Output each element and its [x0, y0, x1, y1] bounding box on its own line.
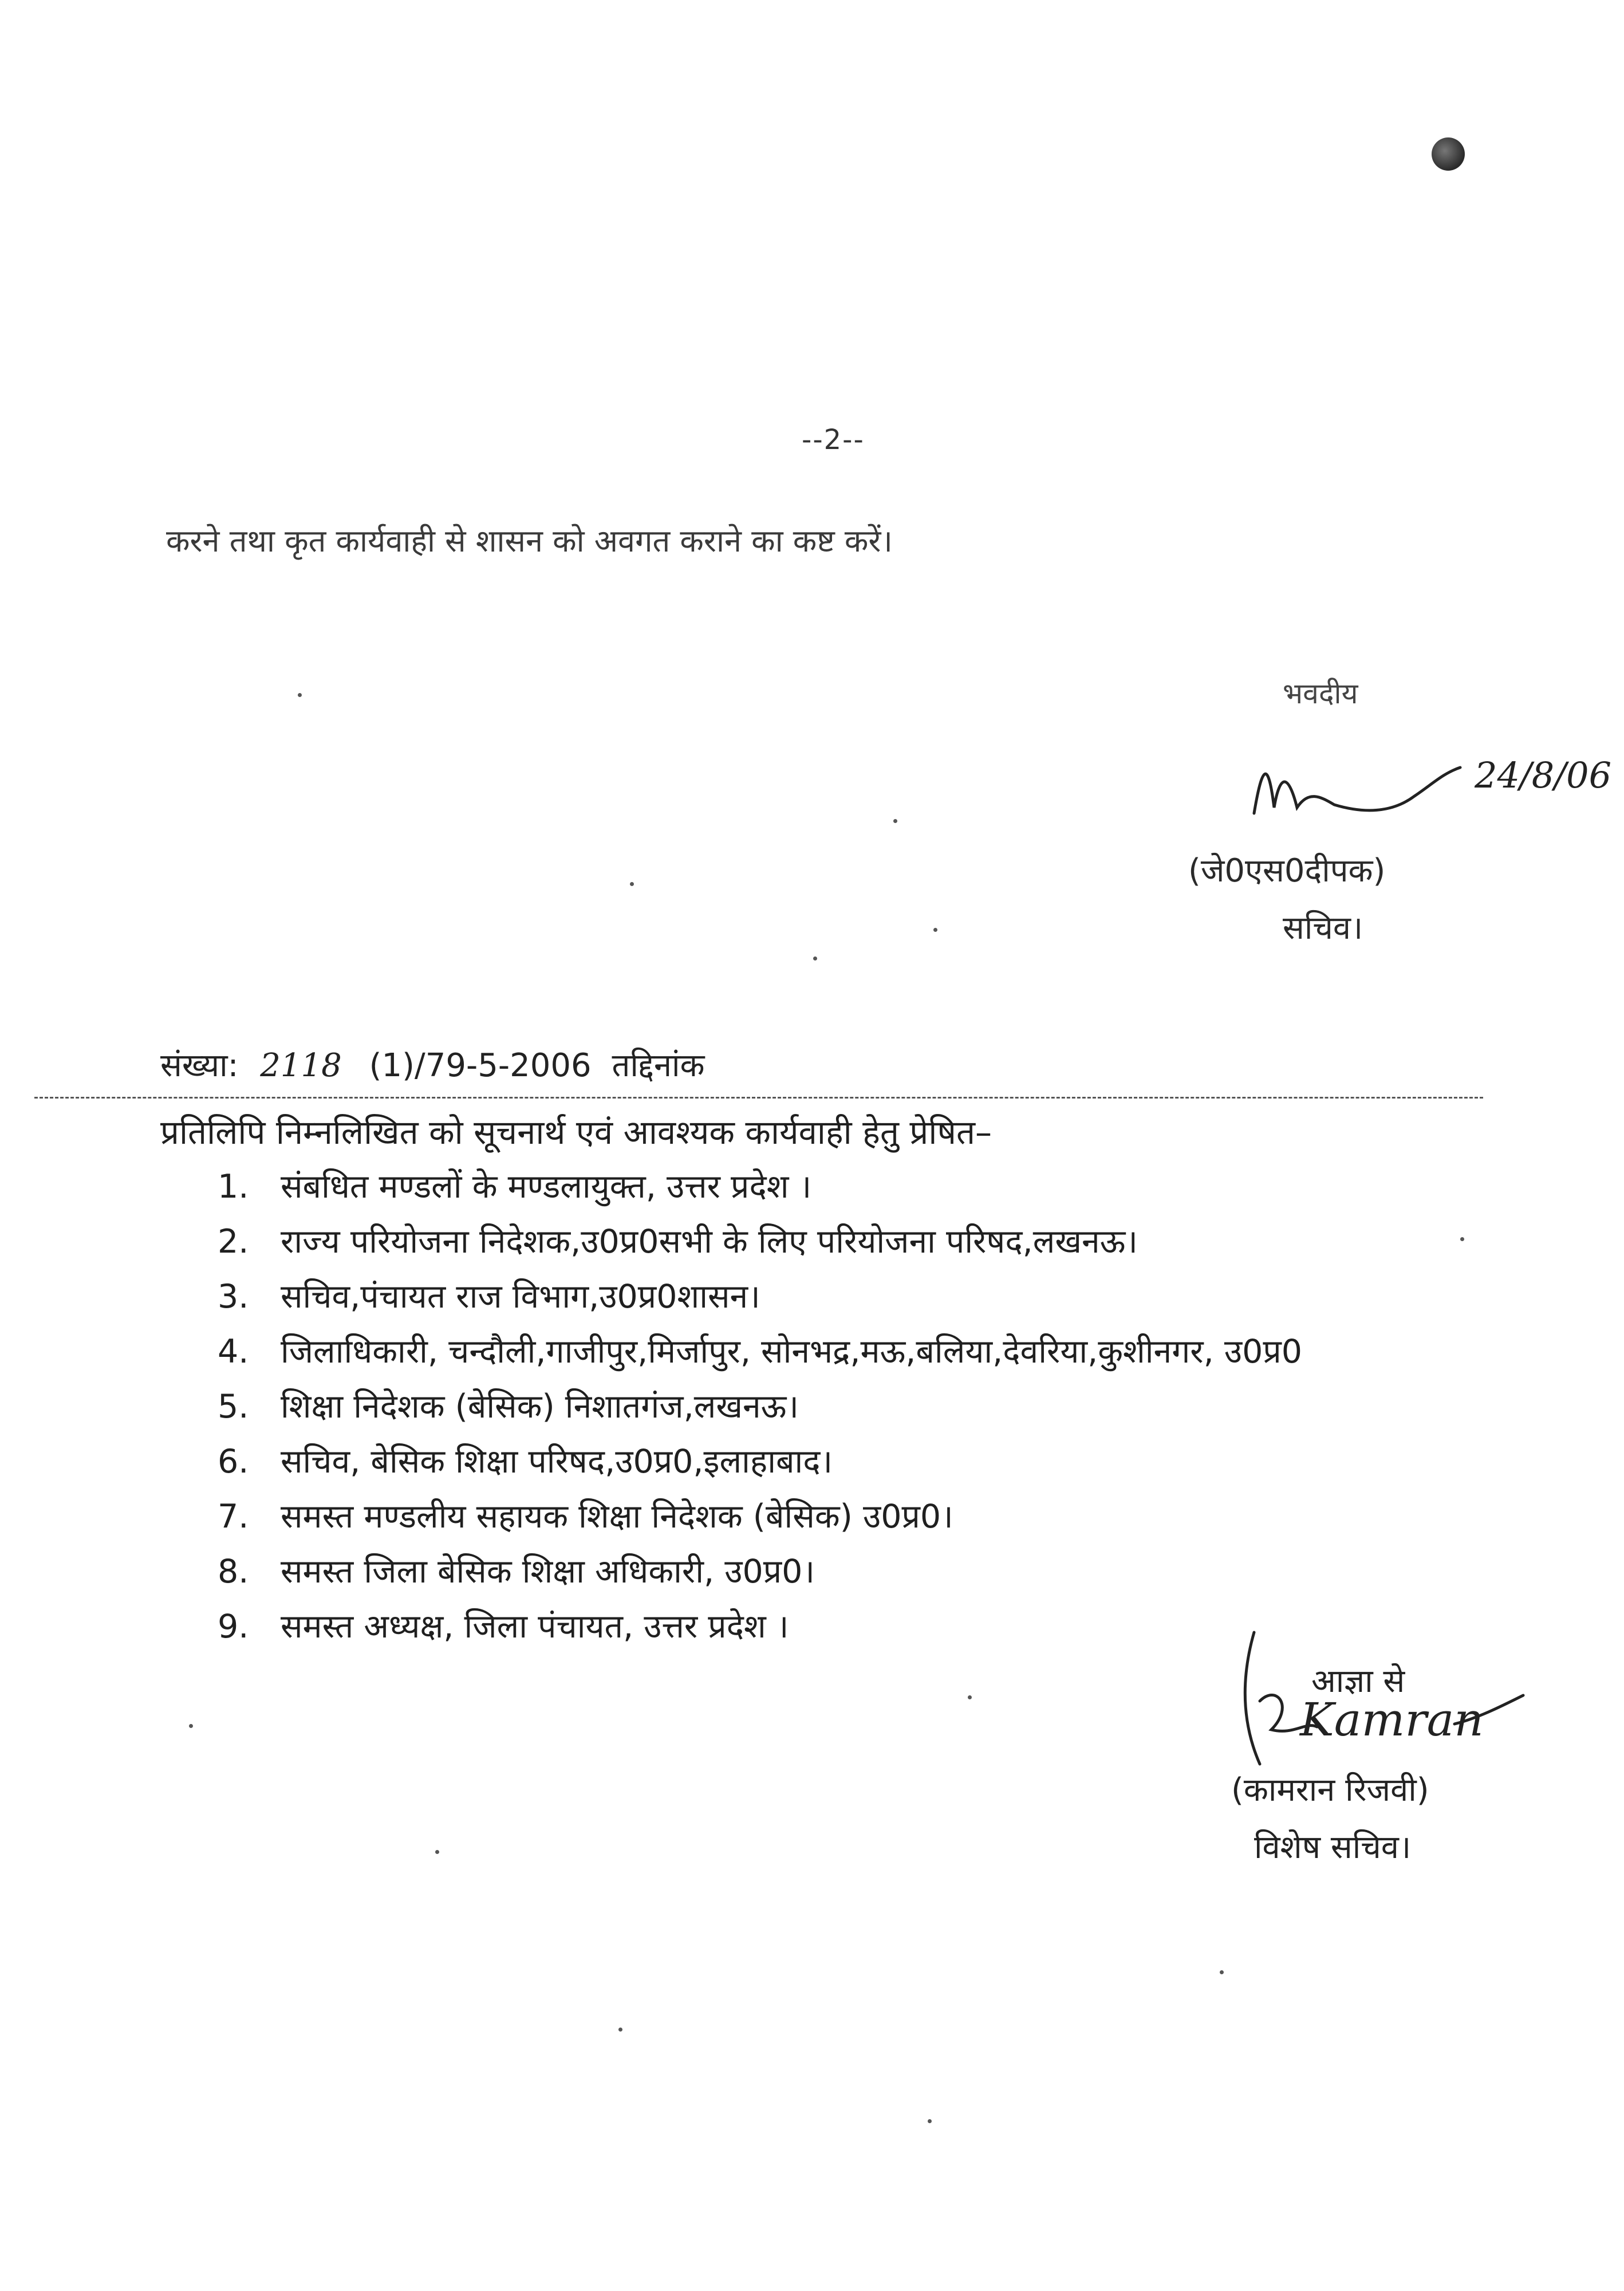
scan-speck [435, 1850, 439, 1854]
reference-number: 2118 [260, 1047, 342, 1084]
list-item-number: 8. [218, 1553, 249, 1591]
order-label: आज्ञा से [1311, 1663, 1405, 1700]
list-item-text: शिक्षा निदेशक (बेसिक) निशातगंज,लखनऊ। [281, 1388, 799, 1426]
list-item-text: सचिव,पंचायत राज विभाग,उ0प्र0शासन। [281, 1278, 760, 1316]
scan-speck [630, 882, 634, 886]
signature-date: 24/8/06 [1475, 754, 1612, 796]
scan-speck [298, 693, 302, 697]
list-item [218, 1218, 1302, 1273]
list-item-number: 5. [218, 1388, 249, 1426]
list-item-number: 7. [218, 1498, 249, 1536]
list-item [218, 1493, 1302, 1548]
signer-name: (जे0एस0दीपक) [1188, 852, 1386, 889]
reference-label: संख्या: [160, 1047, 239, 1084]
scan-speck [813, 956, 817, 961]
scan-speck [933, 928, 937, 932]
list-item-text: जिलाधिकारी, चन्दौली,गाजीपुर,मिर्जापुर, सोनभद्र,मऊ,बलिया,देवरिया,कुशीनगर, उ0प्र0 [281, 1333, 1303, 1371]
scan-speck [893, 819, 897, 823]
list-item [218, 1548, 1302, 1603]
list-item-number: 4. [218, 1333, 249, 1371]
special-secretary-designation: विशेष सचिव। [1254, 1829, 1412, 1866]
scan-speck [189, 1724, 193, 1728]
copy-intro-line: प्रतिलिपि निम्नलिखित को सूचनार्थ एवं आवश्यक कार्यवाही हेतु प्रेषित– [160, 1113, 992, 1152]
list-item-number: 9. [218, 1608, 249, 1646]
recipient-list [218, 1163, 1302, 1658]
list-item [218, 1273, 1302, 1328]
scan-speck [1220, 1970, 1224, 1974]
list-item [218, 1383, 1302, 1438]
reference-line [160, 1042, 705, 1086]
list-item [218, 1328, 1302, 1383]
body-text-line: करने तथा कृत कार्यवाही से शासन को अवगत कराने का कष्ट करें। [166, 523, 893, 559]
punch-hole-mark [1432, 137, 1465, 171]
scan-speck [928, 2119, 932, 2123]
scan-speck [1460, 1237, 1464, 1241]
list-item-text: सचिव, बेसिक शिक्षा परिषद,उ0प्र0,इलाहाबाद। [281, 1443, 833, 1481]
list-item-text: समस्त जिला बेसिक शिक्षा अधिकारी, उ0प्र0। [281, 1553, 815, 1591]
list-item [218, 1603, 1302, 1658]
reference-code: (1)/79-5-2006 [369, 1047, 592, 1084]
scan-speck [968, 1695, 972, 1699]
list-item-text: संबधित मण्डलों के मण्डलायुक्त, उत्तर प्रदेश । [281, 1168, 812, 1206]
list-item [218, 1438, 1302, 1493]
list-item-number: 3. [218, 1278, 249, 1316]
secretary-signature [1243, 727, 1612, 842]
signer-designation: सचिव। [1283, 910, 1363, 947]
list-item-text: राज्य परियोजना निदेशक,उ0प्र0सभी के लिए परियोजना परिषद,लखनऊ। [281, 1223, 1138, 1261]
list-item-text: समस्त मण्डलीय सहायक शिक्षा निदेशक (बेसिक) उ0प्र0। [281, 1498, 953, 1536]
list-item-number: 1. [218, 1168, 249, 1206]
page-number: --2-- [802, 424, 865, 456]
list-item-number: 6. [218, 1443, 249, 1481]
list-item [218, 1163, 1302, 1218]
reference-divider [34, 1097, 1483, 1099]
closing-salutation: भवदीय [1283, 677, 1358, 710]
special-secretary-name: (कामरान रिजवी) [1231, 1772, 1429, 1809]
list-item-number: 2. [218, 1223, 249, 1261]
signature-text: Kamran [1300, 1693, 1484, 1746]
list-item-text: समस्त अध्यक्ष, जिला पंचायत, उत्तर प्रदेश । [281, 1608, 789, 1646]
reference-suffix: तद्दिनांक [612, 1047, 705, 1084]
scan-speck [618, 2028, 622, 2032]
